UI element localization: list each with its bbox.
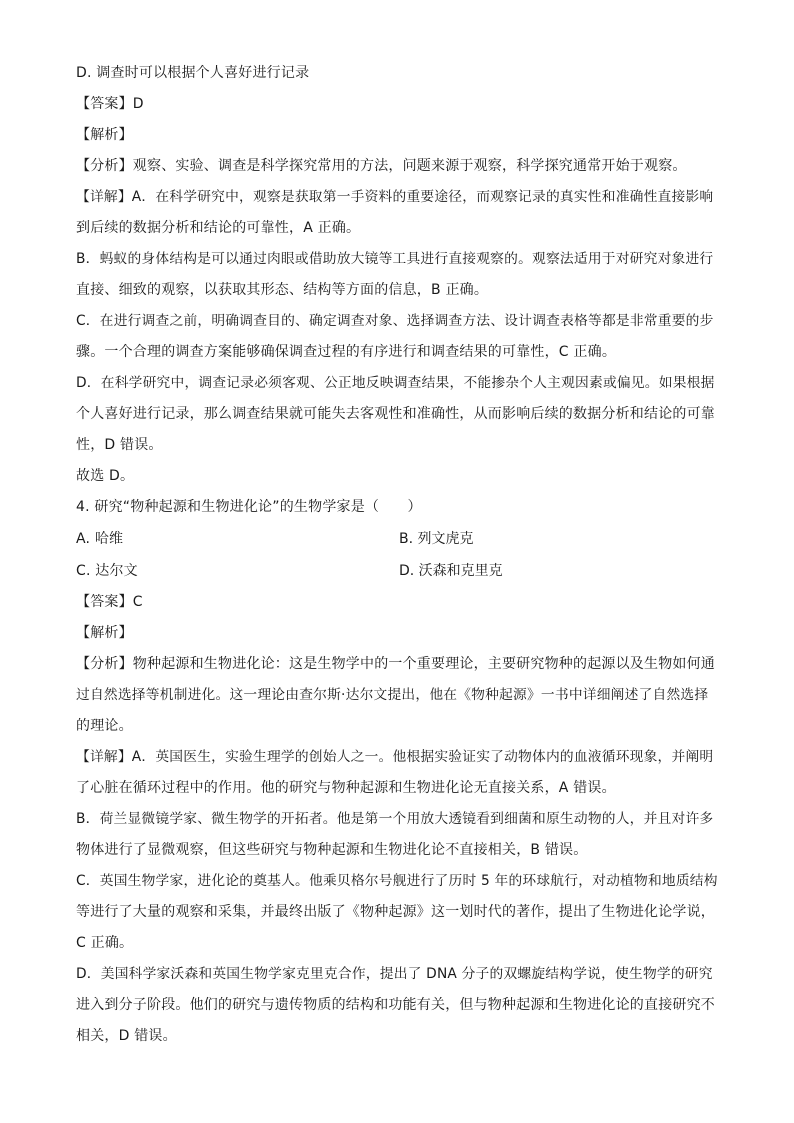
q4-option-d: D. 沃森和克里克 [399,563,503,579]
q3-detail-line: 骤。一个合理的调查方案能够确保调查过程的有序进行和调查结果的可靠性，C 正确。 [76,344,617,360]
q3-detail-line: D．在科学研究中，调查记录必须客观、公正地反映调查结果，不能掺杂个人主观因素或偏见。如果根据 [76,375,715,391]
q4-stem: 4. 研究“物种起源和生物进化论”的生物学家是（ ） [76,499,422,515]
q3-analysis: 【分析】观察、实验、调查是科学探究常用的方法，问题来源于观察，科学探究通常开始于观察。 [76,158,687,174]
q4-option-a: A. 哈维 [76,531,124,547]
q4-answer: 【答案】C [76,594,143,610]
q3-detail-line: 【详解】A．在科学研究中，观察是获取第一手资料的重要途径，而观察记录的真实性和准确性直接影响 [76,189,714,205]
q3-detail-line: 到后续的数据分析和结论的可靠性，A 正确。 [76,220,361,236]
q4-analysis-line: 【分析】物种起源和生物进化论：这是生物学中的一个重要理论，主要研究物种的起源以及生物如何通 [76,656,715,672]
q4-analysis-line: 的理论。 [76,718,133,734]
q4-option-b: B. 列文虎克 [399,531,474,547]
q4-jiexi-heading: 【解析】 [76,625,133,641]
q4-detail-line: 了心脏在循环过程中的作用。他的研究与物种起源和生物进化论无直接关系，A 错误。 [76,780,616,796]
q4-detail-line: 【详解】A．英国医生，实验生理学的创始人之一。他根据实验证实了动物体内的血液循环现象，并阐明 [76,749,714,765]
q4-detail-line: C 正确。 [76,935,134,951]
q4-option-c: C. 达尔文 [76,563,138,579]
q4-detail-line: C．英国生物学家，进化论的奠基人。他乘贝格尔号舰进行了历时 5 年的环球航行，对动植物和地质结构 [76,873,718,889]
q3-detail-line: C．在进行调查之前，明确调查目的、确定调查对象、选择调查方法、设计调查表格等都是非常重要的步 [76,313,714,329]
q3-detail-line: B．蚂蚁的身体结构是可以通过肉眼或借助放大镜等工具进行直接观察的。观察法适用于对研究对象进行 [76,251,714,267]
q4-detail-line: 物体进行了显微观察，但这些研究与物种起源和生物进化论不直接相关，B 错误。 [76,842,588,858]
q3-jiexi-heading: 【解析】 [76,127,133,143]
q4-analysis-line: 过自然选择等机制进化。这一理论由查尔斯·达尔文提出，他在《物种起源》一书中详细阐述了自然选择 [76,687,709,703]
q4-detail-line: B．荷兰显微镜学家、微生物学的开拓者。他是第一个用放大透镜看到细菌和原生动物的人，并且对许多 [76,811,714,827]
q4-detail-line: D．美国科学家沃森和英国生物学家克里克合作，提出了 DNA 分子的双螺旋结构学说，使生物学的研究 [76,966,713,982]
q3-detail-line: 性，D 错误。 [76,437,163,453]
q3-detail-line: 个人喜好进行记录，那么调查结果就可能失去客观性和准确性，从而影响后续的数据分析和结论的可靠 [76,406,715,422]
q4-detail-line: 相关，D 错误。 [76,1028,177,1044]
q3-answer: 【答案】D [76,96,144,112]
q3-option-d: D. 调查时可以根据个人喜好进行记录 [76,65,310,81]
q4-detail-line: 等进行了大量的观察和采集，并最终出版了《物种起源》这一划时代的著作，提出了生物进化论学说， [76,904,715,920]
q4-detail-line: 进入到分子阶段。他们的研究与遗传物质的结构和功能有关，但与物种起源和生物进化论的直接研究不 [76,997,715,1013]
q3-detail-line: 直接、细致的观察，以获取其形态、结构等方面的信息，B 正确。 [76,282,489,298]
q3-conclusion: 故选 D。 [76,468,135,484]
